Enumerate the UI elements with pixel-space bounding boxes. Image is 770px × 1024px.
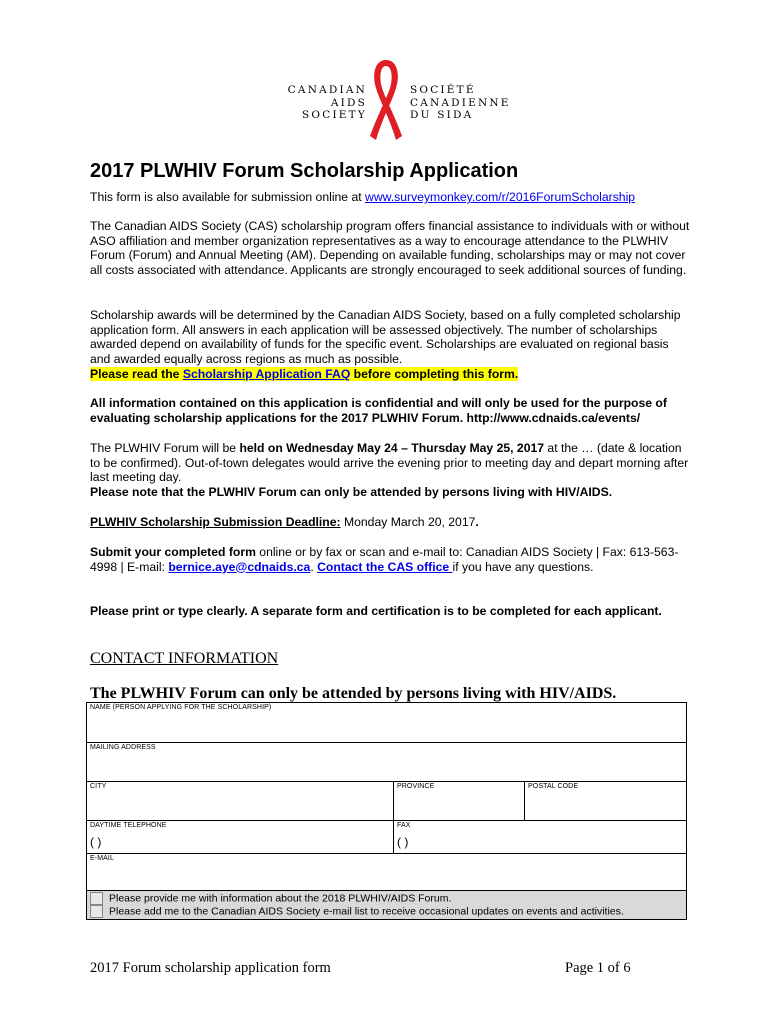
logo-en-line: AIDS xyxy=(330,96,367,109)
submit-paragraph xyxy=(90,545,690,574)
deadline-period: . xyxy=(475,515,479,529)
contact-cas-link[interactable]: Contact the CAS office xyxy=(317,559,453,574)
contact-form xyxy=(86,702,687,920)
cas-logo xyxy=(287,50,511,150)
province-field[interactable] xyxy=(394,782,525,821)
city-field[interactable] xyxy=(87,782,394,821)
footer-title: 2017 Forum scholarship application form xyxy=(90,960,331,976)
logo-fr-line: SOCIÉTÉ xyxy=(410,84,476,96)
email-label: E-MAIL xyxy=(90,855,114,862)
submit-text-end: if you have any questions. xyxy=(452,559,594,574)
phone-label: DAYTIME TELEPHONE xyxy=(90,822,167,829)
confidential-notice: All information contained on this application is confidential and will only be used for the purpose of evaluating scholarship applications for the 2017 PLWHIV Forum. http://www.cdnaids.ca/events/ xyxy=(90,396,667,425)
submit-sep: . xyxy=(310,559,318,574)
submit-bold: Submit your completed form xyxy=(90,545,256,559)
page-title: 2017 PLWHIV Forum Scholarship Application xyxy=(90,160,519,182)
fax-field[interactable] xyxy=(394,821,687,854)
forum-info-checkbox[interactable] xyxy=(90,892,103,905)
forum-info-label: Please provide me with information about the 2018 PLWHIV/AIDS Forum. xyxy=(109,892,452,905)
section-title: CONTACT INFORMATION xyxy=(90,650,279,667)
postal-code-field[interactable] xyxy=(525,782,687,821)
checkbox-row-forum-info[interactable] xyxy=(90,892,683,905)
faq-after: before completing this form. xyxy=(350,367,519,381)
section-note: The PLWHIV Forum can only be attended by persons living with HIV/AIDS. xyxy=(90,685,617,702)
logo-english-text xyxy=(288,84,367,122)
paragraph-awards: Scholarship awards will be determined by the Canadian AIDS Society, based on a fully completed scholarship application form. All answers in each application will be assessed objectively. The number of scholarships awarded depend on availability of funds for the specific event. Scholarships are evaluated on regional basis and awarded equally across regions as much as possible. xyxy=(90,308,681,366)
deadline-date: Monday March 20, 2017 xyxy=(340,515,476,529)
deadline-line xyxy=(90,515,690,530)
paragraph-program: The Canadian AIDS Society (CAS) scholarship program offers financial assistance to individuals with or without ASO affiliation and member organization representatives as a way to encourage attendance to the PLWHIV Forum (Forum) and Annual Meeting (AM). Depending on available funding, scholarships may or may not cover all costs associated with attendance. Applicants are strongly encouraged to seek additional sources of funding. xyxy=(90,219,690,277)
submit-text: online or by fax or scan and e-mail to: Canadian AIDS Society | Fax: 613-563-4998 | E-mail: xyxy=(90,545,679,574)
email-field[interactable] xyxy=(87,854,687,891)
fax-label: FAX xyxy=(397,822,411,829)
forum-note: Please note that the PLWHIV Forum can only be attended by persons living with HIV/AIDS. xyxy=(90,484,613,499)
faq-before: Please read the xyxy=(90,367,183,381)
faq-line xyxy=(90,367,690,382)
checkbox-group xyxy=(87,891,687,920)
forum-after: at the … (date & location to be confirmed). Out-of-town delegates would arrive the evening prior to meeting day and depart morning after last meeting day. xyxy=(90,441,689,485)
address-label: MAILING ADDRESS xyxy=(90,744,156,751)
faq-link[interactable]: Scholarship Application FAQ xyxy=(182,367,351,381)
postal-label: POSTAL CODE xyxy=(528,783,579,790)
phone-area-code: ( ) xyxy=(90,835,102,849)
address-field[interactable] xyxy=(87,743,687,782)
red-ribbon-icon xyxy=(362,54,410,144)
fax-area-code: ( ) xyxy=(397,835,409,849)
checkbox-row-mailing-list[interactable] xyxy=(90,905,683,918)
name-field[interactable] xyxy=(87,703,687,743)
logo-en-line: SOCIETY xyxy=(302,109,367,121)
logo-fr-line: CANADIENNE xyxy=(410,96,511,109)
email-link[interactable]: bernice.aye@cdnaids.ca xyxy=(168,559,311,574)
intro-text: This form is also available for submission online at xyxy=(90,190,366,204)
forum-dates: held on Wednesday May 24 – Thursday May 25, 2017 xyxy=(239,441,545,455)
footer-page-number: Page 1 of 6 xyxy=(565,960,631,976)
intro-line xyxy=(90,190,690,205)
logo-french-text xyxy=(410,84,511,122)
logo-en-line: CANADIAN xyxy=(287,84,367,96)
phone-field[interactable] xyxy=(87,821,394,854)
mailing-list-checkbox[interactable] xyxy=(90,905,103,918)
city-label: CITY xyxy=(90,783,107,790)
print-note: Please print or type clearly. A separate form and certification is to be completed for each applicant. xyxy=(90,604,662,618)
faq-highlight xyxy=(90,367,518,381)
name-label: NAME (PERSON APPLYING FOR THE SCHOLARSHIP) xyxy=(90,704,272,711)
forum-paragraph xyxy=(90,441,690,499)
forum-before: The PLWHIV Forum will be xyxy=(90,441,240,455)
mailing-list-label: Please add me to the Canadian AIDS Society e-mail list to receive occasional updates on events and activities. xyxy=(109,905,624,918)
logo-fr-line: DU SIDA xyxy=(410,109,474,121)
deadline-label: PLWHIV Scholarship Submission Deadline: xyxy=(90,515,341,529)
survey-link[interactable]: www.surveymonkey.com/r/2016ForumScholarship xyxy=(365,190,636,204)
province-label: PROVINCE xyxy=(397,783,435,790)
